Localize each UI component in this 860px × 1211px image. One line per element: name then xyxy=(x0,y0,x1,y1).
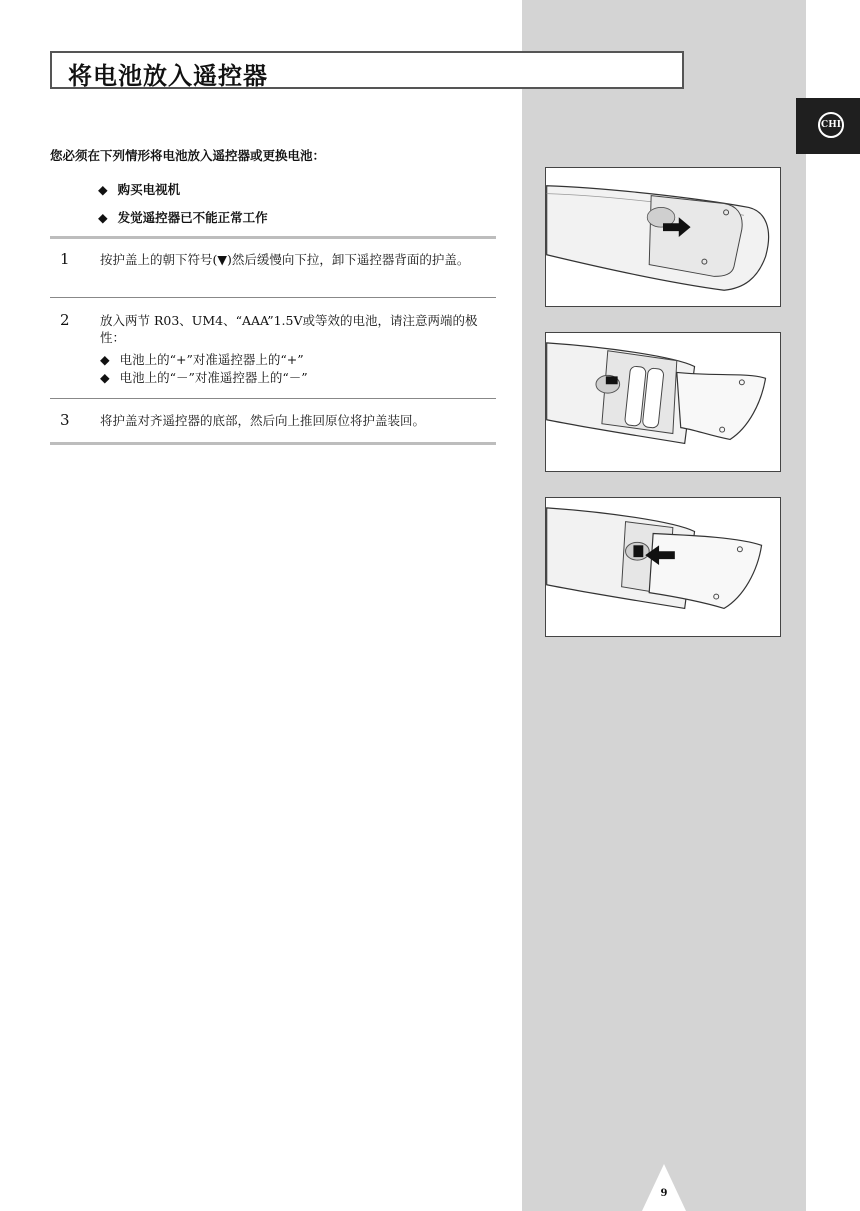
figure-replace-cover xyxy=(545,497,781,637)
diamond-bullet-icon: ◆ xyxy=(100,370,110,385)
step-divider xyxy=(50,297,496,298)
remote-back-cover-illustration xyxy=(546,168,780,306)
remote-cover-replace-illustration xyxy=(546,498,780,636)
figure-remove-cover xyxy=(545,167,781,307)
step-text: 将护盖对齐遥控器的底部，然后向上推回原位将护盖装回。 xyxy=(100,413,426,428)
section-rule xyxy=(50,442,496,445)
step-number: 3 xyxy=(60,411,70,429)
remote-battery-compartment-illustration xyxy=(546,333,780,471)
language-tab xyxy=(796,98,860,154)
bullet-item: ◆ 购买电视机 xyxy=(98,182,181,197)
page-title: 将电池放入遥控器 xyxy=(68,62,268,90)
step-text: 放入两节 R03、UM4、“AAA”1.5V或等效的电池，请注意两端的极性： xyxy=(100,313,478,345)
intro-text: 您必须在下列情形将电池放入遥控器或更换电池： xyxy=(50,148,326,163)
sub-bullet: ◆ 电池上的“+”对准遥控器上的“+” xyxy=(100,352,304,367)
step-number: 2 xyxy=(60,311,70,329)
section-rule xyxy=(50,236,496,239)
figure-insert-batteries xyxy=(545,332,781,472)
language-badge: CHI xyxy=(818,112,844,138)
diamond-bullet-icon: ◆ xyxy=(98,210,108,225)
diamond-bullet-icon: ◆ xyxy=(98,182,108,197)
step-divider xyxy=(50,398,496,399)
page-number: 9 xyxy=(660,1188,668,1199)
diamond-bullet-icon: ◆ xyxy=(100,352,110,367)
step-text: 按护盖上的朝下符号(▼)然后缓慢向下拉，卸下遥控器背面的护盖。 xyxy=(100,252,470,267)
bullet-item: ◆ 发觉遥控器已不能正常工作 xyxy=(98,210,268,225)
sub-bullet: ◆ 电池上的“－”对准遥控器上的“－” xyxy=(100,370,308,385)
title-box xyxy=(50,51,684,89)
step-number: 1 xyxy=(60,250,70,268)
